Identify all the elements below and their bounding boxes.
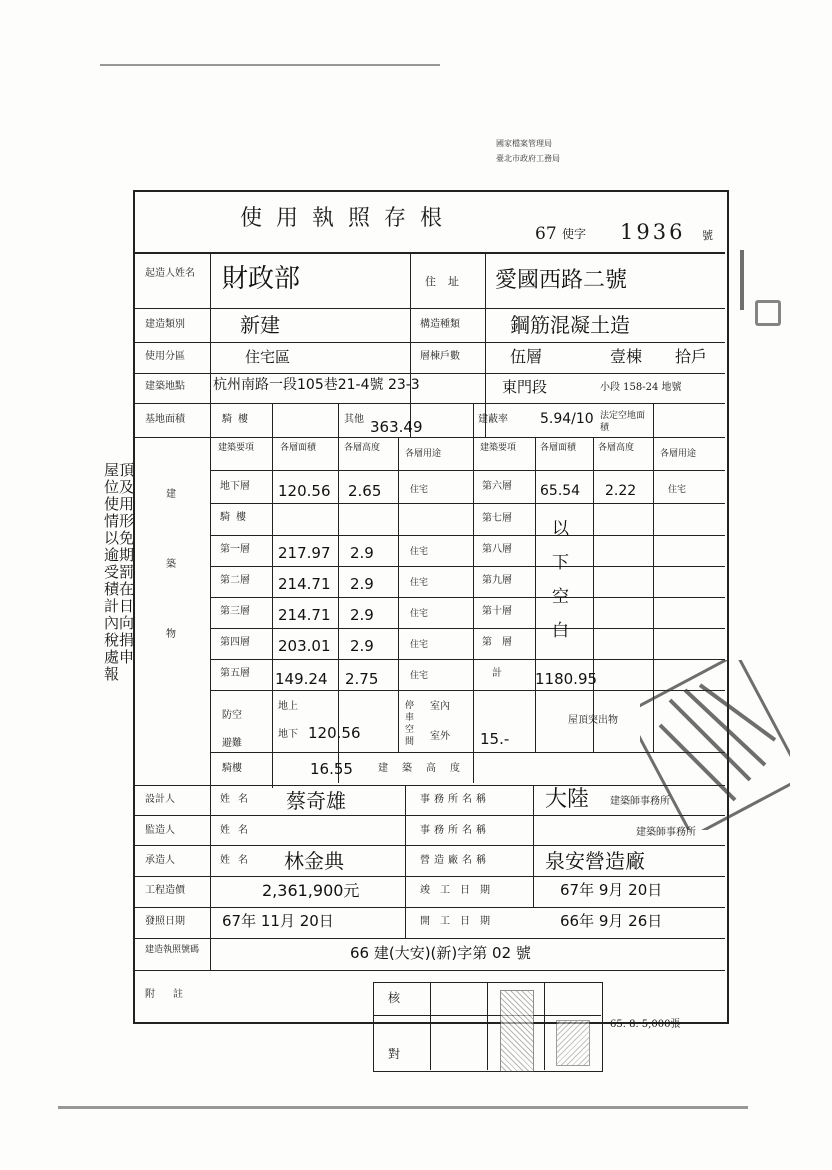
upper-floor-7: 第七層 [482,513,512,524]
issue-date-label: 發照日期 [145,916,185,927]
building-height-label: 建築高度 [378,763,474,774]
outdoor-value: 15.- [480,730,510,748]
scan-edge-top [100,64,440,66]
upper-floor-8: 第八層 [482,544,512,555]
coverage-label: 建蔽率 [478,414,508,425]
permit-number: 1936 [620,220,686,244]
upper-floor-9: 第九層 [482,575,512,586]
floor-label-5: 第四層 [220,637,250,648]
category-label: 建造類別 [145,319,185,330]
arcade-label: 騎樓 [222,414,254,425]
floor-height-0: 2.65 [348,482,382,500]
floor-label-4: 第三層 [220,606,250,617]
official-seal [640,660,790,830]
other-label: 其他 [344,414,364,425]
approval-seal [500,990,534,1072]
upper-floor-blank: 第 層 [482,637,512,648]
contractor-name-label: 姓名 [220,855,256,866]
floor-use-0: 住宅 [410,485,429,495]
upper-floor-6: 第六層 [482,481,512,492]
buildings-value: 壹棟 [610,347,643,366]
coverage-value: 5.94/10 [540,411,594,427]
check-label: 核 [388,991,401,1005]
archive-stamp-line2: 臺北市政府工務局 [496,154,560,163]
site-area-other: 363.49 [370,418,423,436]
address-label: 住址 [425,275,471,288]
basement-shelter: 120.56 [308,724,361,742]
header-items-left: 建築要項 [218,443,255,453]
owner-label: 起造人姓名 [145,268,195,279]
archive-stamp-line1: 國家檔案管理局 [496,139,552,148]
zoning-label: 使用分區 [145,351,185,362]
floor-height-2: 2.9 [350,544,374,562]
permit-number-char: 使字 [562,227,587,241]
floor-use-3: 住宅 [410,578,429,588]
building-height-value: 16.55 [310,760,353,778]
cost-value: 2,361,900元 [262,881,360,900]
ground-up-label: 地上 [278,701,298,712]
floor-area-0: 120.56 [278,482,331,500]
indoor-label: 室內 [430,701,450,712]
floor-use-4: 住宅 [410,609,429,619]
sidebar-note: 屋頂位及使用情形以免逾期受罰積在計日內向稅捐處申報 [104,461,135,683]
sixth-use: 住宅 [668,485,687,495]
site-area-label: 基地面積 [145,414,185,425]
floor-height-6: 2.75 [345,670,379,688]
structure-value: 鋼筋混凝土造 [510,313,630,337]
floor-label-6: 第五層 [220,668,250,679]
floor-area-4: 214.71 [278,606,331,624]
category-value: 新建 [240,313,280,337]
designer-office-suffix: 建築師事務所 [610,796,670,807]
units-value: 拾戶 [675,347,708,366]
floor-height-5: 2.9 [350,637,374,655]
contractor-label: 承造人 [145,855,175,866]
structure-label: 構造種類 [420,319,460,330]
completion-date-value: 67年 9月 20日 [560,881,663,899]
start-date-label: 開工日期 [420,916,500,927]
designer-label: 設計人 [145,794,175,805]
header-height-right: 各層高度 [598,443,635,453]
zoning-value: 住宅區 [245,348,291,366]
district-value: 東門段 [502,378,548,396]
permit-number-prefix: 67 [535,224,557,244]
contractor-name: 林金典 [284,849,344,873]
floor-use-6: 住宅 [410,671,429,681]
arcade-height-label: 騎樓 [222,763,242,774]
floor-label-3: 第二層 [220,575,250,586]
designer-office-label: 事務所名稱 [420,794,490,805]
section-value: 小段 158-24 地號 [600,382,682,393]
floor-area-5: 203.01 [278,637,331,655]
floor-label-1: 騎樓 [220,512,252,523]
owner-value: 財政部 [222,264,301,294]
permit-number-suffix: 號 [702,229,713,242]
remarks-label: 附註 [145,989,201,1000]
issue-date-value: 67年 11月 20日 [222,912,334,930]
header-use-left: 各層用途 [405,449,442,459]
sixth-area: 65.54 [540,483,581,499]
floor-area-6: 149.24 [275,670,328,688]
designer-office: 大陸 [545,787,590,812]
outdoor-label: 室外 [430,731,450,742]
header-area-left: 各層面積 [280,443,317,453]
floor-area-2: 217.97 [278,544,331,562]
scan-edge-bottom [58,1106,748,1109]
margin-mark-2 [755,300,781,326]
supervisor-label: 監造人 [145,825,175,836]
header-area-right: 各層面積 [540,443,577,453]
permit-no-label: 建造執照號碼 [145,945,200,955]
address-value: 愛國西路二號 [495,268,628,293]
contractor-firm: 泉安營造廠 [545,849,645,873]
completion-date-label: 竣工日期 [420,885,500,896]
total-label: 計 [492,668,502,679]
parking-label: 停車空間 [405,701,415,747]
floor-height-3: 2.9 [350,575,374,593]
site-location-label: 建築地點 [145,381,185,392]
legal-open-label: 法定空地面積 [600,411,646,433]
total-area: 1180.95 [535,670,598,688]
roof-use-label: 屋頂突出物 [568,715,618,726]
header-use-right: 各層用途 [660,449,697,459]
supervisor-name-label: 姓名 [220,825,256,836]
floors-value: 伍層 [510,347,543,366]
building-section-label: 建築物 [166,489,176,640]
designer-name: 蔡奇雄 [286,789,346,813]
contractor-firm-label: 營造廠名稱 [420,855,490,866]
cost-label: 工程造價 [145,885,185,896]
print-code: 65. 8. 5,000張 [610,1019,681,1030]
floor-height-4: 2.9 [350,606,374,624]
floor-label-0: 地下層 [220,481,250,492]
supervisor-office-label: 事務所名稱 [420,825,490,836]
verify-label: 對 [388,1047,401,1061]
civil-defense-label: 防空避難 [222,710,242,749]
floor-use-5: 住宅 [410,640,429,650]
basement-label: 地下 [278,729,298,740]
permit-no-value: 66 建(大安)(新)字第 02 號 [350,944,531,962]
header-items-right: 建築要項 [480,443,517,453]
floors-units-label: 層棟戶數 [420,351,460,362]
start-date-value: 66年 9月 26日 [560,912,663,930]
sixth-height: 2.22 [605,483,637,499]
below-blank: 以下空白 [552,519,569,641]
floor-use-2: 住宅 [410,547,429,557]
site-location-value: 杭州南路一段105巷21-4號 23-3 [213,377,420,393]
header-height-left: 各層高度 [344,443,381,453]
approval-seal-2 [556,1020,590,1066]
designer-name-label: 姓名 [220,794,256,805]
page-title: 使用執照存根 [240,206,457,231]
floor-area-3: 214.71 [278,575,331,593]
upper-floor-10: 第十層 [482,606,512,617]
floor-label-2: 第一層 [220,544,250,555]
supervisor-office-suffix: 建築師事務所 [636,827,696,838]
